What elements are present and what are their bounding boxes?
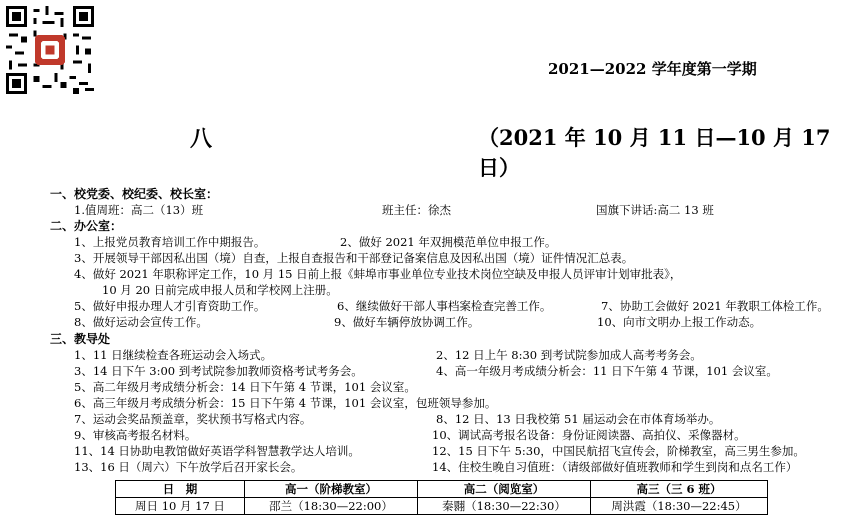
duty-class-item: 1.值周班：高二（13）班 bbox=[74, 203, 204, 217]
office-item-7: 7、协助工会做好 2021 年教职工体检工作。 bbox=[601, 299, 829, 313]
academic-item-2: 2、12 日上午 8:30 到考试院参加成人高考考务会。 bbox=[436, 348, 702, 362]
academic-item-8: 8、12 日、13 日我校第 51 届运动会在市体育场举办。 bbox=[436, 412, 721, 426]
table-row bbox=[116, 498, 768, 515]
office-item-1: 1、上报党员教育培训工作中期报告。 bbox=[74, 235, 266, 249]
office-item-10: 10、向市文明办上报工作动态。 bbox=[597, 315, 762, 329]
section-heading-leadership: 一、校党委、校纪委、校长室： bbox=[50, 187, 219, 201]
academic-item-9: 9、审核高考报名材料。 bbox=[74, 428, 197, 442]
term-title: 2021—2022 学年度第一学期 bbox=[548, 60, 757, 78]
office-item-4-continued: 10 月 20 日前完成申报人员和学校网上注册。 bbox=[102, 283, 338, 297]
academic-item-11: 11、14 日协助电教馆做好英语学科智慧教学达人培训。 bbox=[74, 444, 360, 458]
duty-cell-grade1: 邵兰（18:30—22:00） bbox=[245, 498, 418, 515]
evening-duty-table bbox=[115, 480, 768, 515]
flag-speech-item: 国旗下讲话:高二 13 班 bbox=[596, 203, 714, 217]
duty-header-grade1: 高一（阶梯教室） bbox=[245, 481, 418, 498]
section-heading-office: 二、办公室： bbox=[50, 219, 123, 233]
office-item-5: 5、做好申报办理人才引育资助工作。 bbox=[74, 299, 266, 313]
duty-cell-grade3: 周洪霞（18:30—22:45） bbox=[591, 498, 768, 515]
academic-item-4: 4、高一年级月考成绩分析会：11 日下午第 4 节课，101 会议室。 bbox=[436, 364, 778, 378]
office-item-9: 9、做好车辆停放协调工作。 bbox=[334, 315, 480, 329]
academic-item-7: 7、运动会奖品预盖章，奖状预书写格式内容。 bbox=[74, 412, 312, 426]
academic-item-1: 1、11 日继续检查各班运动会入场式。 bbox=[74, 348, 273, 362]
office-item-6: 6、继续做好干部人事档案检查完善工作。 bbox=[337, 299, 552, 313]
duty-cell-date: 周日 10 月 17 日 bbox=[116, 498, 245, 515]
duty-header-grade3: 高三（三 6 班） bbox=[591, 481, 768, 498]
office-item-3: 3、开展领导干部因私出国（境）自查，上报自查报告和干部登记备案信息及因私出国（境）证件情况汇总表。 bbox=[74, 251, 634, 265]
office-item-4: 4、做好 2021 年职称评定工作，10 月 15 日前上报《蚌埠市事业单位专业技术岗位空缺及申报人员评审计划审批表》， bbox=[74, 267, 682, 281]
office-item-8: 8、做好运动会宣传工作。 bbox=[74, 315, 208, 329]
duty-header-grade2: 高二（阅览室） bbox=[418, 481, 591, 498]
academic-item-5: 5、高二年级月考成绩分析会：14 日下午第 4 节课，101 会议室。 bbox=[74, 380, 416, 394]
academic-item-13: 13、16 日（周六）下午放学后召开家长会。 bbox=[74, 460, 303, 474]
week-number: 八 bbox=[190, 126, 213, 152]
office-item-2: 2、做好 2021 年双拥模范单位申报工作。 bbox=[340, 235, 557, 249]
week-date-range: （2021 年 10 月 11 日—10 月 17 日） bbox=[478, 125, 831, 180]
academic-item-10: 10、调试高考报名设备：身份证阅读器、高拍仪、采像器材。 bbox=[432, 428, 746, 442]
duty-table-header-row bbox=[116, 481, 768, 498]
qr-code-icon bbox=[6, 6, 94, 94]
academic-item-14: 14、住校生晚自习值班：（请级部做好值班教师和学生到岗和点名工作） bbox=[432, 460, 798, 474]
academic-item-3: 3、14 日下午 3:00 到考试院参加教师资格考试考务会。 bbox=[74, 364, 363, 378]
duty-cell-grade2: 秦翾（18:30—22:30） bbox=[418, 498, 591, 515]
class-teacher-item: 班主任：徐杰 bbox=[382, 203, 451, 217]
academic-item-6: 6、高三年级月考成绩分析会：15 日下午第 4 节课，101 会议室，包班领导参加。 bbox=[74, 396, 497, 410]
duty-header-date: 日 期 bbox=[116, 481, 245, 498]
academic-item-12: 12、15 日下午 5:30，中国民航招飞宣传会，阶梯教室，高三男生参加。 bbox=[432, 444, 805, 458]
section-heading-academic: 三、教导处 bbox=[50, 332, 111, 346]
